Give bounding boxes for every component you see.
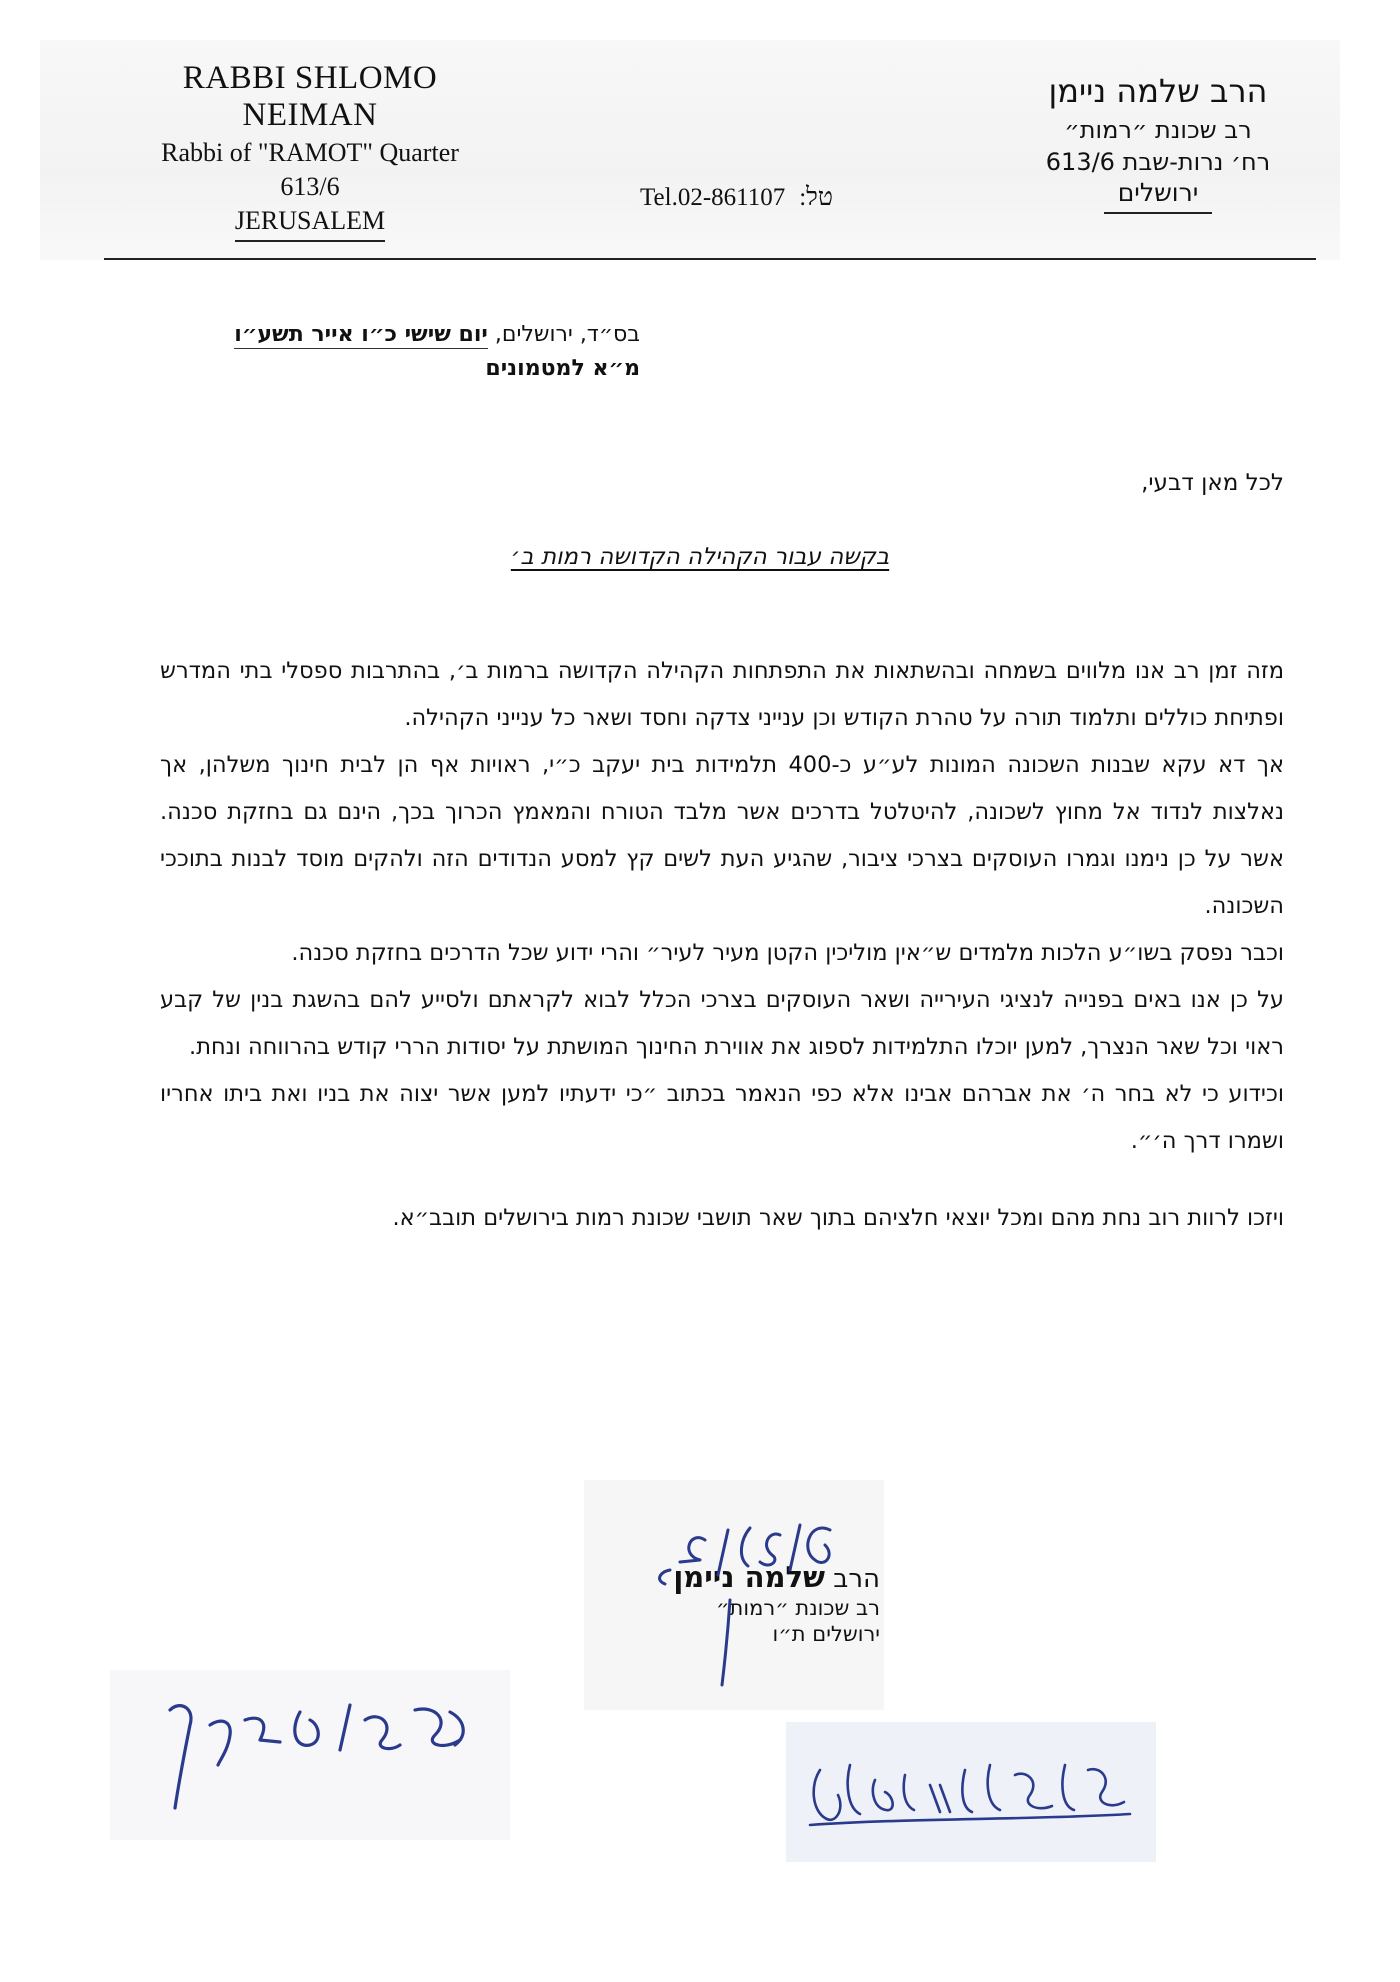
stamp-title: רב שכונת ״רמות״ — [716, 1596, 880, 1620]
hebrew-title: רב שכונת ״רמות״ — [1064, 116, 1252, 144]
date-second-line: מ״א למטמונים — [485, 356, 640, 381]
letter-body — [160, 648, 1284, 1242]
date-prefix: בס״ד, ירושלים, — [494, 322, 640, 347]
phone-hebrew-label: טל: — [799, 184, 833, 211]
paragraph-1: מזה זמן רב אנו מלווים בשמחה ובהשתאות את התפתחות הקהילה הקדושה ברמות ב׳, בהתרבות ספסלי בתי המדרש ופתיחת כוללים ותלמוד תורה על טהרת הקודש וכן ענייני צדקה וחסד ושאר כל ענייני הקהילה. — [160, 658, 1284, 731]
date-block — [234, 318, 640, 386]
paragraph-2: אך דא עקא שבנות השכונה המונות לע״ע כ-400 תלמידות בית יעקב כ״י, ראויות אף הן לבית חינוך משלהן, אך נאלצות לנדוד אל מחוץ לשכונה, להיטלטל בדרכים אשר מלבד הטורח והמאמץ הכרוך בכך, הינם גם בחזקת סכנה. אשר על כן נימנו וגמרו העוסקים בצרכי ציבור, שהגיע העת לשים קץ למסע הנדודים הזה ולהקים מוסד לבנות בתוככי השכונה. — [160, 752, 1284, 919]
rabbi-signature — [610, 1500, 870, 1700]
phone-number: Tel.02-861107 — [640, 184, 786, 211]
closing-paragraph: ויזכו לרוות רוב נחת מהם ומכל יוצאי חלציהם בתוך שאר תושבי שכונת רמות בירושלים תובב״א. — [392, 1205, 1284, 1231]
hebrew-name: הרב שלמה ניימן — [1048, 72, 1268, 110]
stamp-name: שלמה ניימן — [673, 1560, 826, 1594]
signature-right — [790, 1730, 1150, 1850]
paragraph-3: וכבר נפסק בשו״ע הלכות מלמדים ש״אין מוליכין הקטן מעיר לעיר״ והרי ידוע שכל הדרכים בחזקת סכנה. — [291, 940, 1284, 966]
paragraph-4: על כן אנו באים בפנייה לנציגי העירייה ושאר העוסקים בצרכי הכלל לבוא לקראתם ולסייע להם בהשגת בנין של קבע ראוי וכל שאר הנצרך, למען יוכלו התלמידות לספוג את אווירת החינוך המושתת על יסודות הררי קודש בהרווחה ונחת. — [160, 987, 1284, 1060]
letterhead-english — [130, 60, 490, 242]
english-city: JERUSALEM — [235, 206, 385, 242]
letterhead-hebrew — [1008, 72, 1308, 214]
letterhead-phone — [640, 184, 833, 212]
stamp-city: ירושלים ת״ו — [772, 1622, 880, 1646]
paragraph-5: וכידוע כי לא בחר ה׳ את אברהם אבינו אלא כפי הנאמר בכתוב ״כי ידעתיו למען אשר יצוה את בניו ואת ביתו אחריו ושמרו דרך ה׳״. — [160, 1081, 1284, 1154]
english-address: 613/6 — [280, 172, 340, 201]
greeting: לכל מאן דבעי, — [1141, 470, 1284, 496]
signature-left — [150, 1690, 490, 1820]
subject-text: בקשה עבור הקהילה הקדושה רמות ב׳ — [510, 544, 890, 570]
letterhead-divider — [104, 258, 1316, 260]
hebrew-city: ירושלים — [1104, 178, 1213, 214]
english-title: Rabbi of "RAMOT" Quarter — [161, 138, 459, 167]
date-value: יום שישי כ״ו אייר תשע״ו — [234, 322, 488, 347]
english-name: RABBI SHLOMO NEIMAN — [182, 60, 438, 133]
hebrew-address: רח׳ נרות-שבת 613/6 — [1045, 148, 1271, 176]
stamp-prefix: הרב — [833, 1564, 880, 1594]
subject-line — [0, 544, 1400, 570]
